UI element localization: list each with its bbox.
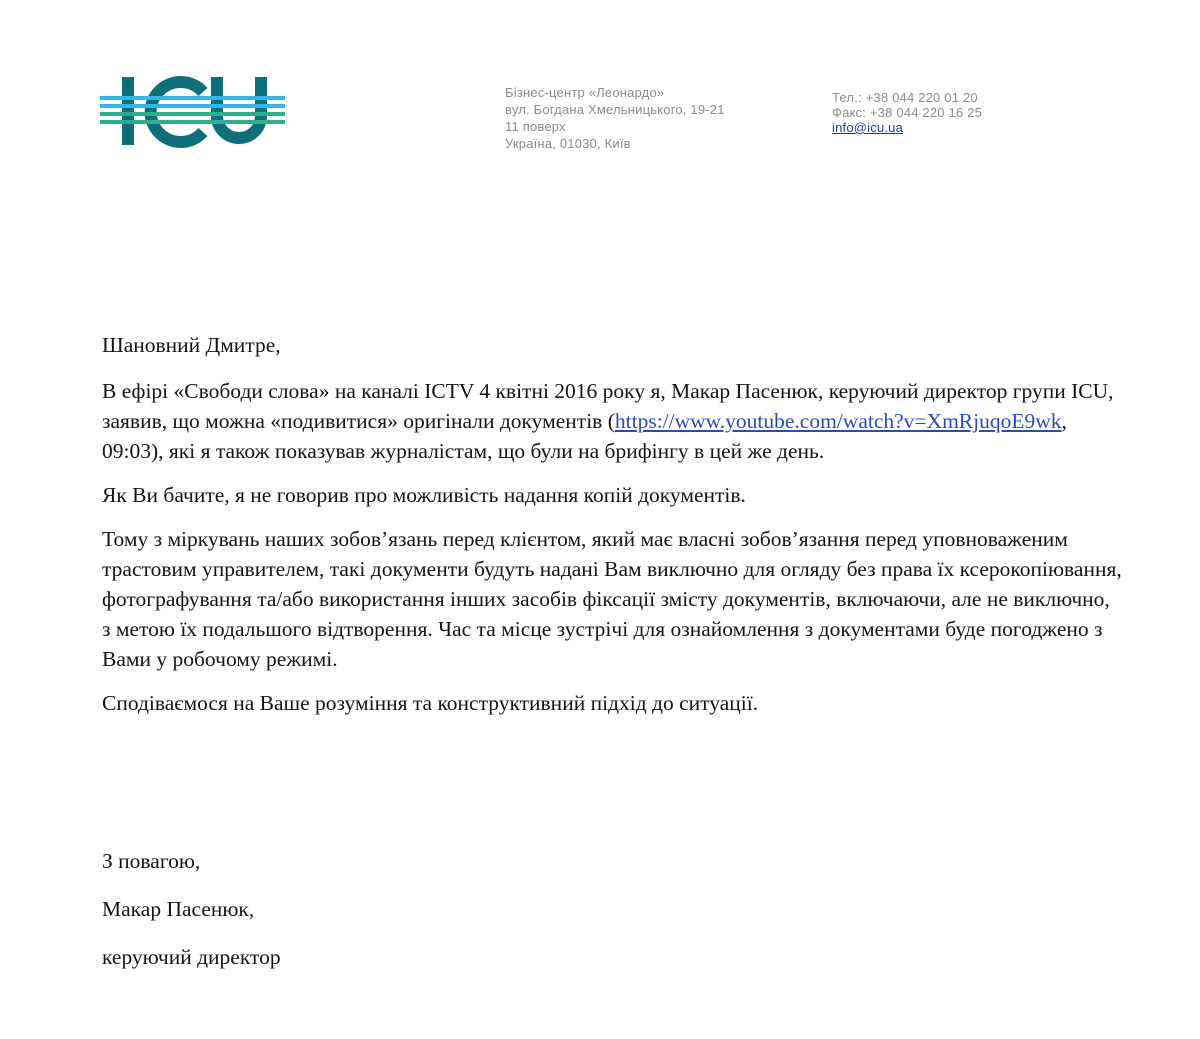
phone: Тел.: +38 044 220 01 20 [832, 90, 978, 105]
salutation: Шановний Дмитре, [102, 333, 281, 357]
closing: З повагою, [102, 849, 201, 873]
address-line: 11 поверх [505, 119, 566, 134]
contacts-block [832, 90, 982, 135]
letter-body [102, 330, 1122, 732]
signature-block [102, 846, 281, 990]
address-line: Бізнес-центр «Леонардо» [505, 85, 665, 100]
paragraph-1 [102, 376, 1122, 466]
fax: Факс: +38 044 220 16 25 [832, 105, 983, 120]
paragraph-1-start: В ефірі «Свободи слова» на каналі ICTV 4 квітні 2016 року я, Макар Пасенюк, керуючий директор групи ICU, заявив, що можна «подивитися» оригінали документів ( [102, 379, 1114, 433]
email-link[interactable]: info@icu.ua [832, 120, 904, 135]
youtube-link[interactable]: https://www.youtube.com/watch?v=XmRjuqoE9wk [614, 409, 1062, 433]
paragraph-1-end: , 09:03), які я також показував журналістам, що були на брифінгу в цей же день. [102, 409, 1067, 463]
paragraph-4: Сподіваємося на Ваше розуміння та конструктивний підхід до ситуації. [102, 691, 759, 715]
address-block [505, 84, 725, 152]
icu-logo [100, 74, 285, 150]
signer-name: Макар Пасенюк, [102, 897, 255, 921]
address-line: Україна, 01030, Київ [505, 136, 631, 151]
address-line: вул. Богдана Хмельницького, 19-21 [505, 102, 725, 117]
paragraph-3: Тому з міркувань наших зобов’язань перед клієнтом, який має власні зобов’язання перед уповноваженим трастовим управителем, такі документи будуть надані Вам виключно для огляду без права їх ксерокопіювання, фотографування та/або використання інших засобів фіксації змісту документів, включаючи, але не виключно, з метою їх подальшого відтворення. Час та місце зустрічі для ознайомлення з документами буде погоджено з Вами у робочому режимі. [102, 527, 1122, 671]
paragraph-2: Як Ви бачите, я не говорив про можливість надання копій документів. [102, 483, 746, 507]
signer-title: керуючий директор [102, 945, 281, 969]
